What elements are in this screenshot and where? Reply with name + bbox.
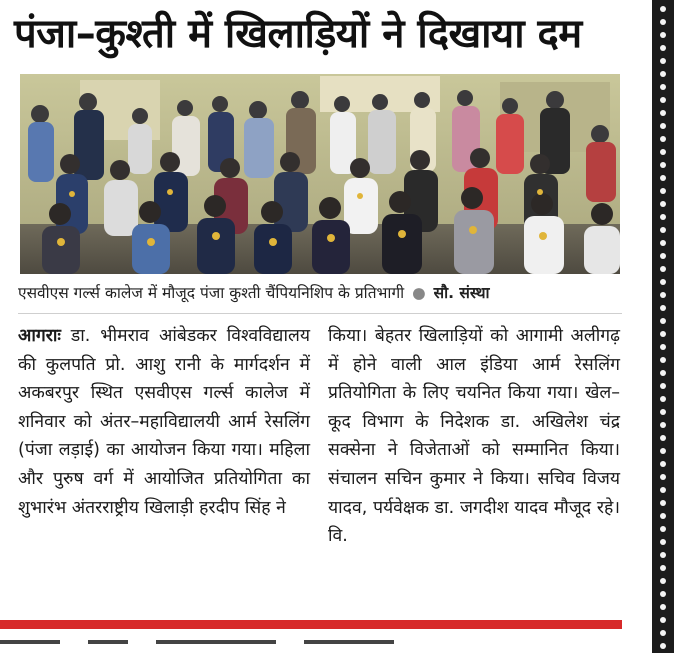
group-photo-illustration [20,74,620,274]
perforation-hole [660,32,666,38]
perforation-hole [660,149,666,155]
perforation-hole [660,175,666,181]
perforation-hole [660,227,666,233]
perforation-hole [660,448,666,454]
perforation-hole [660,604,666,610]
perforation-hole [660,409,666,415]
perforation-hole [660,162,666,168]
page-perforation [652,0,674,653]
caption-divider [18,313,622,314]
perforation-hole [660,422,666,428]
perforation-hole [660,344,666,350]
perforation-hole [660,279,666,285]
perforation-hole [660,6,666,12]
article-column-right [328,322,620,612]
perforation-hole [660,383,666,389]
perforation-hole [660,357,666,363]
perforation-hole [660,19,666,25]
section-divider [0,620,622,629]
perforation-hole [660,513,666,519]
perforation-hole [660,305,666,311]
perforation-hole [660,84,666,90]
perforation-hole [660,188,666,194]
perforation-hole [660,396,666,402]
perforation-hole [660,214,666,220]
group-photo [20,74,620,274]
caption-separator: ● [412,284,426,302]
perforation-hole [660,552,666,558]
perforation-hole [660,591,666,597]
body-text-left: डा. भीमराव आंबेडकर विश्वविद्यालय की कुलपति प्रो. आशु रानी के मार्गदर्शन में अकबरपुर स्थित एसवीएस गर्ल्स कालेज में शनिवार को अंतर–महाविद्यालयी आर्म रेसलिंग (पंजा लड़ाई) का आयोजन किया गया। महिला और पुरुष वर्ग में आयोजित प्रतियोगिता का शुभारंभ अंतरराष्ट्रीय खिलाड़ी हरदीप सिंह ने [18,326,310,518]
article-column-left [18,322,310,612]
perforation-hole [660,110,666,116]
perforation-hole [660,370,666,376]
perforation-hole [660,136,666,142]
perforation-hole [660,123,666,129]
perforation-hole [660,630,666,636]
perforation-hole [660,331,666,337]
perforation-hole [660,58,666,64]
perforation-hole [660,71,666,77]
perforation-hole [660,240,666,246]
photo-caption [18,278,628,308]
perforation-hole [660,435,666,441]
perforation-hole [660,45,666,51]
perforation-hole [660,617,666,623]
perforation-hole [660,318,666,324]
caption-text: एसवीएस गर्ल्स कालेज में मौजूद पंजा कुश्ती चैंपियनिशिप के प्रतिभागी [18,284,405,302]
perforation-hole [660,97,666,103]
perforation-hole [660,487,666,493]
perforation-hole [660,474,666,480]
perforation-hole [660,643,666,649]
perforation-hole [660,292,666,298]
perforation-hole [660,578,666,584]
perforation-hole [660,253,666,259]
perforation-hole [660,201,666,207]
photo-credit: सौ. संस्था [433,284,490,302]
perforation-hole [660,539,666,545]
body-text-right: किया। बेहतर खिलाड़ियों को आगामी अलीगढ़ में होने वाली आल इंडिया आर्म रेसलिंग प्रतियोगिता के लिए चयनित किया गया। खेल–कूद विभाग के निदेशक डा. अखिलेश चंद्र सक्सेना ने विजेताओं को सम्मानित किया। संचालन सचिन कुमार ने किया। सचिव विजय यादव, पर्यवेक्षक डा. जगदीश यादव मौजूद रहे। वि. [328,326,620,547]
headline: पंजा–कुश्ती में खिलाड़ियों ने दिखाया दम [14,11,582,57]
perforation-hole [660,565,666,571]
perforation-hole [660,461,666,467]
next-article-cutoff [0,640,622,653]
perforation-hole [660,526,666,532]
dateline: आगराः [18,326,61,346]
perforation-hole [660,500,666,506]
perforation-hole [660,266,666,272]
